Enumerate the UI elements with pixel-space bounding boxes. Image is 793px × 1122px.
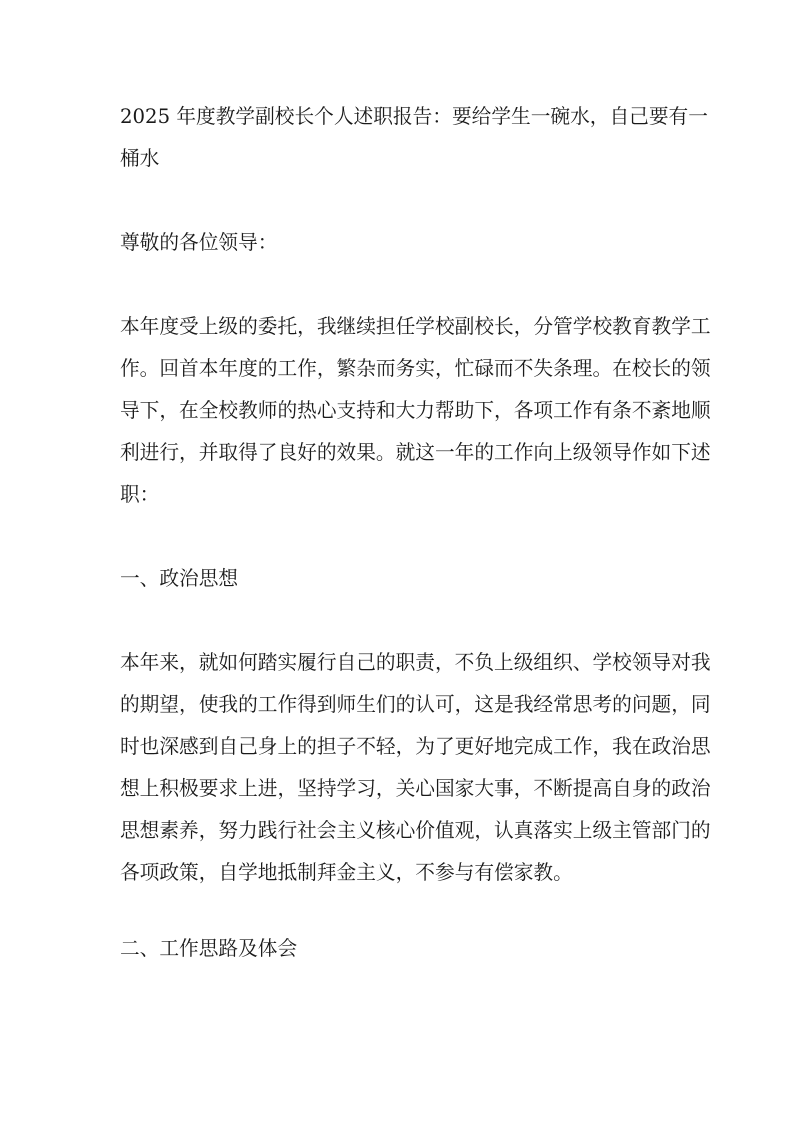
- salutation: 尊敬的各位领导：: [120, 231, 278, 254]
- section-heading-political: 一、政治思想: [120, 567, 239, 590]
- section1-paragraph-line: 想上积极要求上进，坚持学习，关心国家大事，不断提高自身的政治: [120, 777, 711, 800]
- document-title-line-1: 2025 年度教学副校长个人述职报告：要给学生一碗水，自己要有一: [120, 105, 708, 128]
- section1-paragraph-line: 各项政策，自学地抵制拜金主义，不参与有偿家教。: [120, 861, 573, 884]
- intro-paragraph-line: 作。回首本年度的工作，繁杂而务实，忙碌而不失条理。在校长的领: [120, 357, 711, 380]
- section1-paragraph-line: 时也深感到自己身上的担子不轻，为了更好地完成工作，我在政治思: [120, 735, 711, 758]
- intro-paragraph-line: 本年度受上级的委托，我继续担任学校副校长，分管学校教育教学工: [120, 315, 711, 338]
- section-heading-work-ideas: 二、工作思路及体会: [120, 937, 298, 960]
- intro-paragraph-line: 利进行，并取得了良好的效果。就这一年的工作向上级领导作如下述: [120, 441, 711, 464]
- section1-paragraph-line: 思想素养，努力践行社会主义核心价值观，认真落实上级主管部门的: [120, 819, 711, 842]
- section1-paragraph-line: 本年来，就如何踏实履行自己的职责，不负上级组织、学校领导对我: [120, 651, 711, 674]
- intro-paragraph-line: 职：: [120, 483, 160, 506]
- document-title-line-2: 桶水: [120, 147, 160, 170]
- section1-paragraph-line: 的期望，使我的工作得到师生们的认可，这是我经常思考的问题，同: [120, 693, 711, 716]
- intro-paragraph-line: 导下，在全校教师的热心支持和大力帮助下，各项工作有条不紊地顺: [120, 399, 711, 422]
